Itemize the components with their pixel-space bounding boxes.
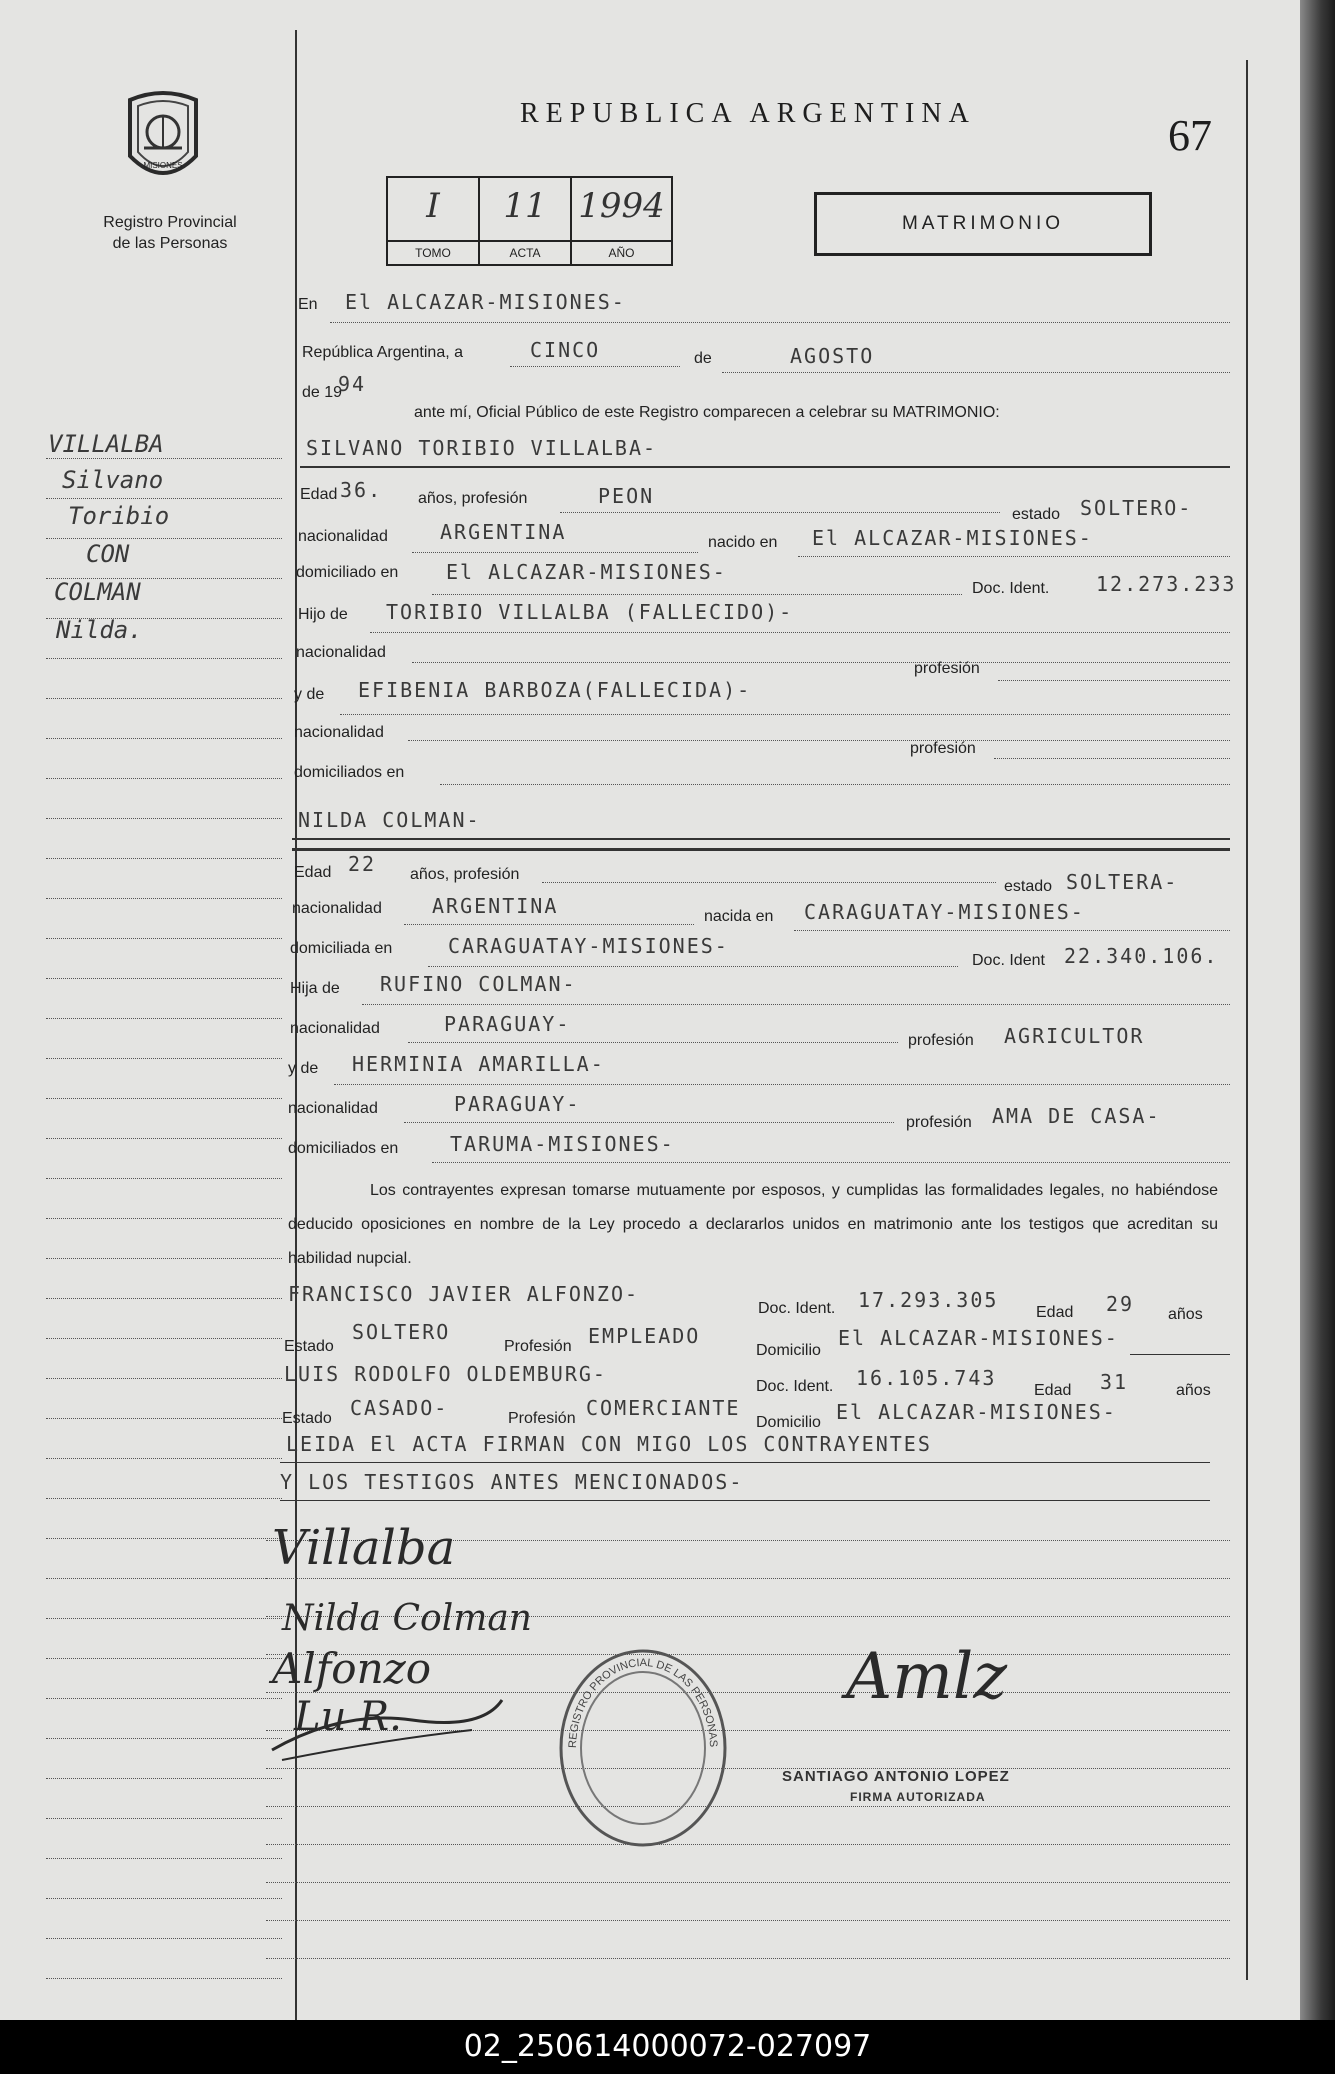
groom-madre-line [340,714,1230,715]
dia-line [510,366,680,367]
bride-madre-nac: PARAGUAY- [454,1092,581,1116]
page-number: 67 [1168,111,1212,160]
en-value: El ALCAZAR-MISIONES- [345,290,626,314]
anio-label: AÑO [572,240,671,260]
witness1-dom-line [1130,1354,1230,1355]
bride-estado: SOLTERA- [1066,870,1179,894]
groom-madre-prof-label: profesión [910,740,976,757]
margin-rule [46,1138,282,1139]
groom-padre-prof-label: profesión [914,660,980,677]
right-border [1246,60,1248,1980]
groom-nac-line [412,552,698,553]
margin-rule [46,1098,282,1099]
groom-madre: EFIBENIA BARBOZA(FALLECIDA)- [358,678,752,702]
margin-rule [46,1978,282,1979]
margin-rule [46,1578,282,1579]
groom-madre-nac-label: nacionalidad [294,724,384,741]
closing-rule-1 [280,1462,1210,1463]
groom-edad-label: Edad [300,486,338,503]
de-label: de [694,350,712,367]
witness2-estado-label: Estado [282,1410,332,1427]
margin-rule [46,1938,282,1939]
declaration-text: Los contrayentes expresan tomarse mutuamente por esposos, y cumplidas las formalidades legales, no habiéndose deducido oposiciones en nombre de la Ley procedo a declararlos unidos en matrimonio ante los testigos que acreditan su habilidad nupcial. [288,1182,1218,1267]
margin-rule [46,938,282,939]
groom-domicilio: El ALCAZAR-MISIONES- [446,560,727,584]
groom-prof-line [560,512,1000,513]
bride-yde-label: y de [288,1060,319,1077]
tomo-value: I [426,186,440,226]
bride-padre-line [362,1004,1230,1005]
section-divider [292,848,1230,851]
margin-rule [46,738,282,739]
witness2-edad-label: Edad [1034,1382,1072,1399]
signature-bride: Nilda Colman [282,1598,532,1639]
anio-cell [572,178,671,264]
bride-madre-prof: AMA DE CASA- [992,1104,1161,1128]
witness1-prof-label: Profesión [504,1338,572,1355]
margin-rule [46,1858,282,1859]
witness1-edad-label: Edad [1036,1304,1074,1321]
witness2-dom-label: Domicilio [756,1414,821,1431]
bride-nacionalidad: ARGENTINA [432,894,559,918]
bride-dom-label: domiciliada en [290,940,393,957]
signature-rule [266,1806,1230,1807]
margin-rule [46,1778,282,1779]
margin-rule [46,1218,282,1219]
margin-rule [46,538,282,539]
bride-doc-label: Doc. Ident [972,952,1045,969]
margin-rule [46,858,282,859]
closing-rule-2 [280,1500,1210,1501]
margin-rule [46,1018,282,1019]
signature-rule [266,1920,1230,1921]
signature-rule [266,1882,1230,1883]
margin-rule [46,698,282,699]
officer-role: FIRMA AUTORIZADA [850,1790,986,1804]
margin-note-line: COLMAN [54,578,141,606]
svg-text:REGISTRO PROVINCIAL DE LAS PER: REGISTRO PROVINCIAL DE LAS PERSONAS [566,1656,720,1749]
groom-hijo-label: Hijo de [298,606,348,623]
witness1-anios-label: años [1168,1306,1203,1323]
margin-rule [46,1298,282,1299]
witness2-domicilio: El ALCAZAR-MISIONES- [836,1400,1117,1424]
margin-note-line: VILLALBA [48,430,164,458]
bride-name: NILDA COLMAN- [298,808,481,832]
groom-name-line [300,466,1230,468]
signature-witness2: Lu R. [294,1694,402,1740]
groom-yde-label: y de [294,686,325,703]
signature-groom: Villalba [272,1520,456,1576]
witness1-profesion: EMPLEADO [588,1324,701,1348]
groom-estado: SOLTERO- [1080,496,1193,520]
bride-domicilio: CARAGUATAY-MISIONES- [448,934,729,958]
witness1-estado: SOLTERO [352,1320,451,1344]
bride-domiciliados: TARUMA-MISIONES- [450,1132,675,1156]
registry-box [386,176,673,266]
groom-dom-label: domiciliado en [296,564,399,581]
bride-padre-nac-label: nacionalidad [290,1020,380,1037]
bride-madre-line [334,1084,1230,1085]
margin-rule [46,458,282,459]
en-line [330,322,1230,323]
republica-label: República Argentina, a [302,344,463,361]
groom-madre-nac-line [408,740,1230,741]
margin-rule [46,818,282,819]
anio-written: 94 [338,372,367,396]
registro-label: Registro Provincial de las Personas [103,214,237,252]
signature-witness1: Alfonzo [272,1644,432,1693]
groom-nacido-line [798,556,1230,557]
groom-prof-label: años, profesión [418,490,528,507]
official-stamp-icon [556,1646,730,1850]
bride-nacida-line [794,930,1230,931]
file-id-footer: 02_250614000072-027097 [0,2020,1335,2074]
witness1-doc-label: Doc. Ident. [758,1300,836,1317]
bride-nacida-en: CARAGUATAY-MISIONES- [804,900,1085,924]
groom-nacido-en: El ALCAZAR-MISIONES- [812,526,1093,550]
margin-rule [46,778,282,779]
witness2-prof-label: Profesión [508,1410,576,1427]
bride-padre-prof-label: profesión [908,1032,974,1049]
groom-padre-nac-label: nacionalidad [296,644,386,661]
groom-doc: 12.273.233 [1096,572,1237,596]
bride-domiciliados-line [432,1162,1230,1163]
margin-rule [46,1418,282,1419]
officer-name: SANTIAGO ANTONIO LOPEZ [782,1768,1010,1785]
groom-domiciliados-label: domiciliados en [294,764,405,781]
margin-rule [46,1818,282,1819]
margin-rule [46,578,282,579]
margin-rule [46,1738,282,1739]
groom-padre-nac-line [412,662,1230,663]
tomo-label: TOMO [388,240,478,260]
bride-madre-nac-label: nacionalidad [288,1100,378,1117]
anio-value: 1994 [578,186,665,226]
witness2-anios-label: años [1176,1382,1211,1399]
bride-padre-nac-line [408,1042,898,1043]
margin-rule [46,1498,282,1499]
acta-cell [480,178,572,264]
margin-note-line: Toribio [68,502,170,530]
bride-padre-nac: PARAGUAY- [444,1012,571,1036]
groom-domiciliados-line [440,784,1230,785]
margin-rule [46,1658,282,1659]
mes-line [722,372,1230,373]
bride-prof-label: años, profesión [410,866,520,883]
groom-padre: TORIBIO VILLALBA (FALLECIDO)- [386,600,794,624]
groom-profesion: PEON [598,484,655,508]
groom-padre-prof-line [998,680,1230,681]
bride-nacida-label: nacida en [704,908,774,925]
de19-label: de 19 [302,384,343,401]
margin-note-line: Nilda. [56,616,143,644]
groom-estado-label: estado [1012,506,1061,523]
tomo-cell [388,178,480,264]
margin-rule [46,658,282,659]
bride-hija-label: Hija de [290,980,340,997]
bride-nac-label: nacionalidad [292,900,382,917]
bride-edad-label: Edad [294,864,332,881]
margin-rule [46,1178,282,1179]
acta-label: ACTA [480,240,570,260]
ante-text: ante mí, Oficial Público de este Registro comparecen a celebrar su MATRIMONIO: [414,404,1000,421]
groom-nacido-label: nacido en [708,534,778,551]
witness2-name: LUIS RODOLFO OLDEMBURG- [284,1362,607,1386]
margin-rule [46,1258,282,1259]
registro-seal-icon [122,86,204,190]
witness2-doc: 16.105.743 [856,1366,997,1390]
bride-madre: HERMINIA AMARILLA- [352,1052,605,1076]
margin-rule [46,1698,282,1699]
margin-rule [46,618,282,619]
groom-doc-label: Doc. Ident. [972,580,1050,597]
doc-type-box: MATRIMONIO [814,192,1152,256]
margin-rule [46,1898,282,1899]
margin-rule [46,978,282,979]
bride-domiciliados-label: domiciliados en [288,1140,399,1157]
dia-value: CINCO [530,338,601,362]
bride-padre: RUFINO COLMAN- [380,972,577,996]
mes-value: AGOSTO [790,344,875,368]
witness1-edad: 29 [1106,1292,1135,1316]
margin-rule [46,1338,282,1339]
witness1-estado-label: Estado [284,1338,334,1355]
groom-dom-line [432,594,962,595]
bride-madre-prof-label: profesión [906,1114,972,1131]
bride-prof-line [542,882,996,883]
acta-value: 11 [503,186,547,226]
bride-nac-line [404,924,694,925]
svg-text:MISIONES: MISIONES [143,161,183,170]
signature-rule [266,1844,1230,1845]
bride-dom-line [428,966,958,967]
groom-edad: 36. [340,478,383,502]
en-label: En [298,296,318,313]
witness1-name: FRANCISCO JAVIER ALFONZO- [288,1282,640,1306]
bride-doc: 22.340.106. [1064,944,1219,968]
country-title: REPUBLICA ARGENTINA [520,98,976,129]
witness1-dom-label: Domicilio [756,1342,821,1359]
witness2-estado: CASADO- [350,1396,449,1420]
bride-edad: 22 [348,852,377,876]
margin-rule [46,1378,282,1379]
bride-padre-prof: AGRICULTOR [1004,1024,1145,1048]
bride-estado-label: estado [1004,878,1053,895]
margin-rule [46,1458,282,1459]
bride-madre-nac-line [404,1122,894,1123]
margin-rule [46,498,282,499]
book-edge [1300,0,1335,2020]
witness1-doc: 17.293.305 [858,1288,999,1312]
groom-padre-line [370,632,1230,633]
margin-rule [46,1618,282,1619]
groom-name: SILVANO TORIBIO VILLALBA- [306,436,658,460]
bride-name-line [292,838,1230,840]
witness2-edad: 31 [1100,1370,1129,1394]
margin-rule [46,1538,282,1539]
groom-madre-prof-line [994,758,1230,759]
margin-note-line: Silvano [62,466,164,494]
margin-rule [46,1058,282,1059]
signature-rule [266,1958,1230,1959]
witness1-domicilio: El ALCAZAR-MISIONES- [838,1326,1119,1350]
groom-nac-label: nacionalidad [298,528,388,545]
margin-rule [46,898,282,899]
signature-rule [266,1578,1230,1579]
groom-nacionalidad: ARGENTINA [440,520,567,544]
witness2-profesion: COMERCIANTE [586,1396,741,1420]
signature-flourish [262,1680,512,1770]
closing-line-1: LEIDA El ACTA FIRMAN CON MIGO LOS CONTRAYENTES [286,1432,932,1456]
witness2-doc-label: Doc. Ident. [756,1378,834,1395]
margin-note-line: CON [86,540,130,568]
closing-line-2: Y LOS TESTIGOS ANTES MENCIONADOS- [280,1470,744,1494]
officer-signature: Amlz [846,1640,1008,1714]
